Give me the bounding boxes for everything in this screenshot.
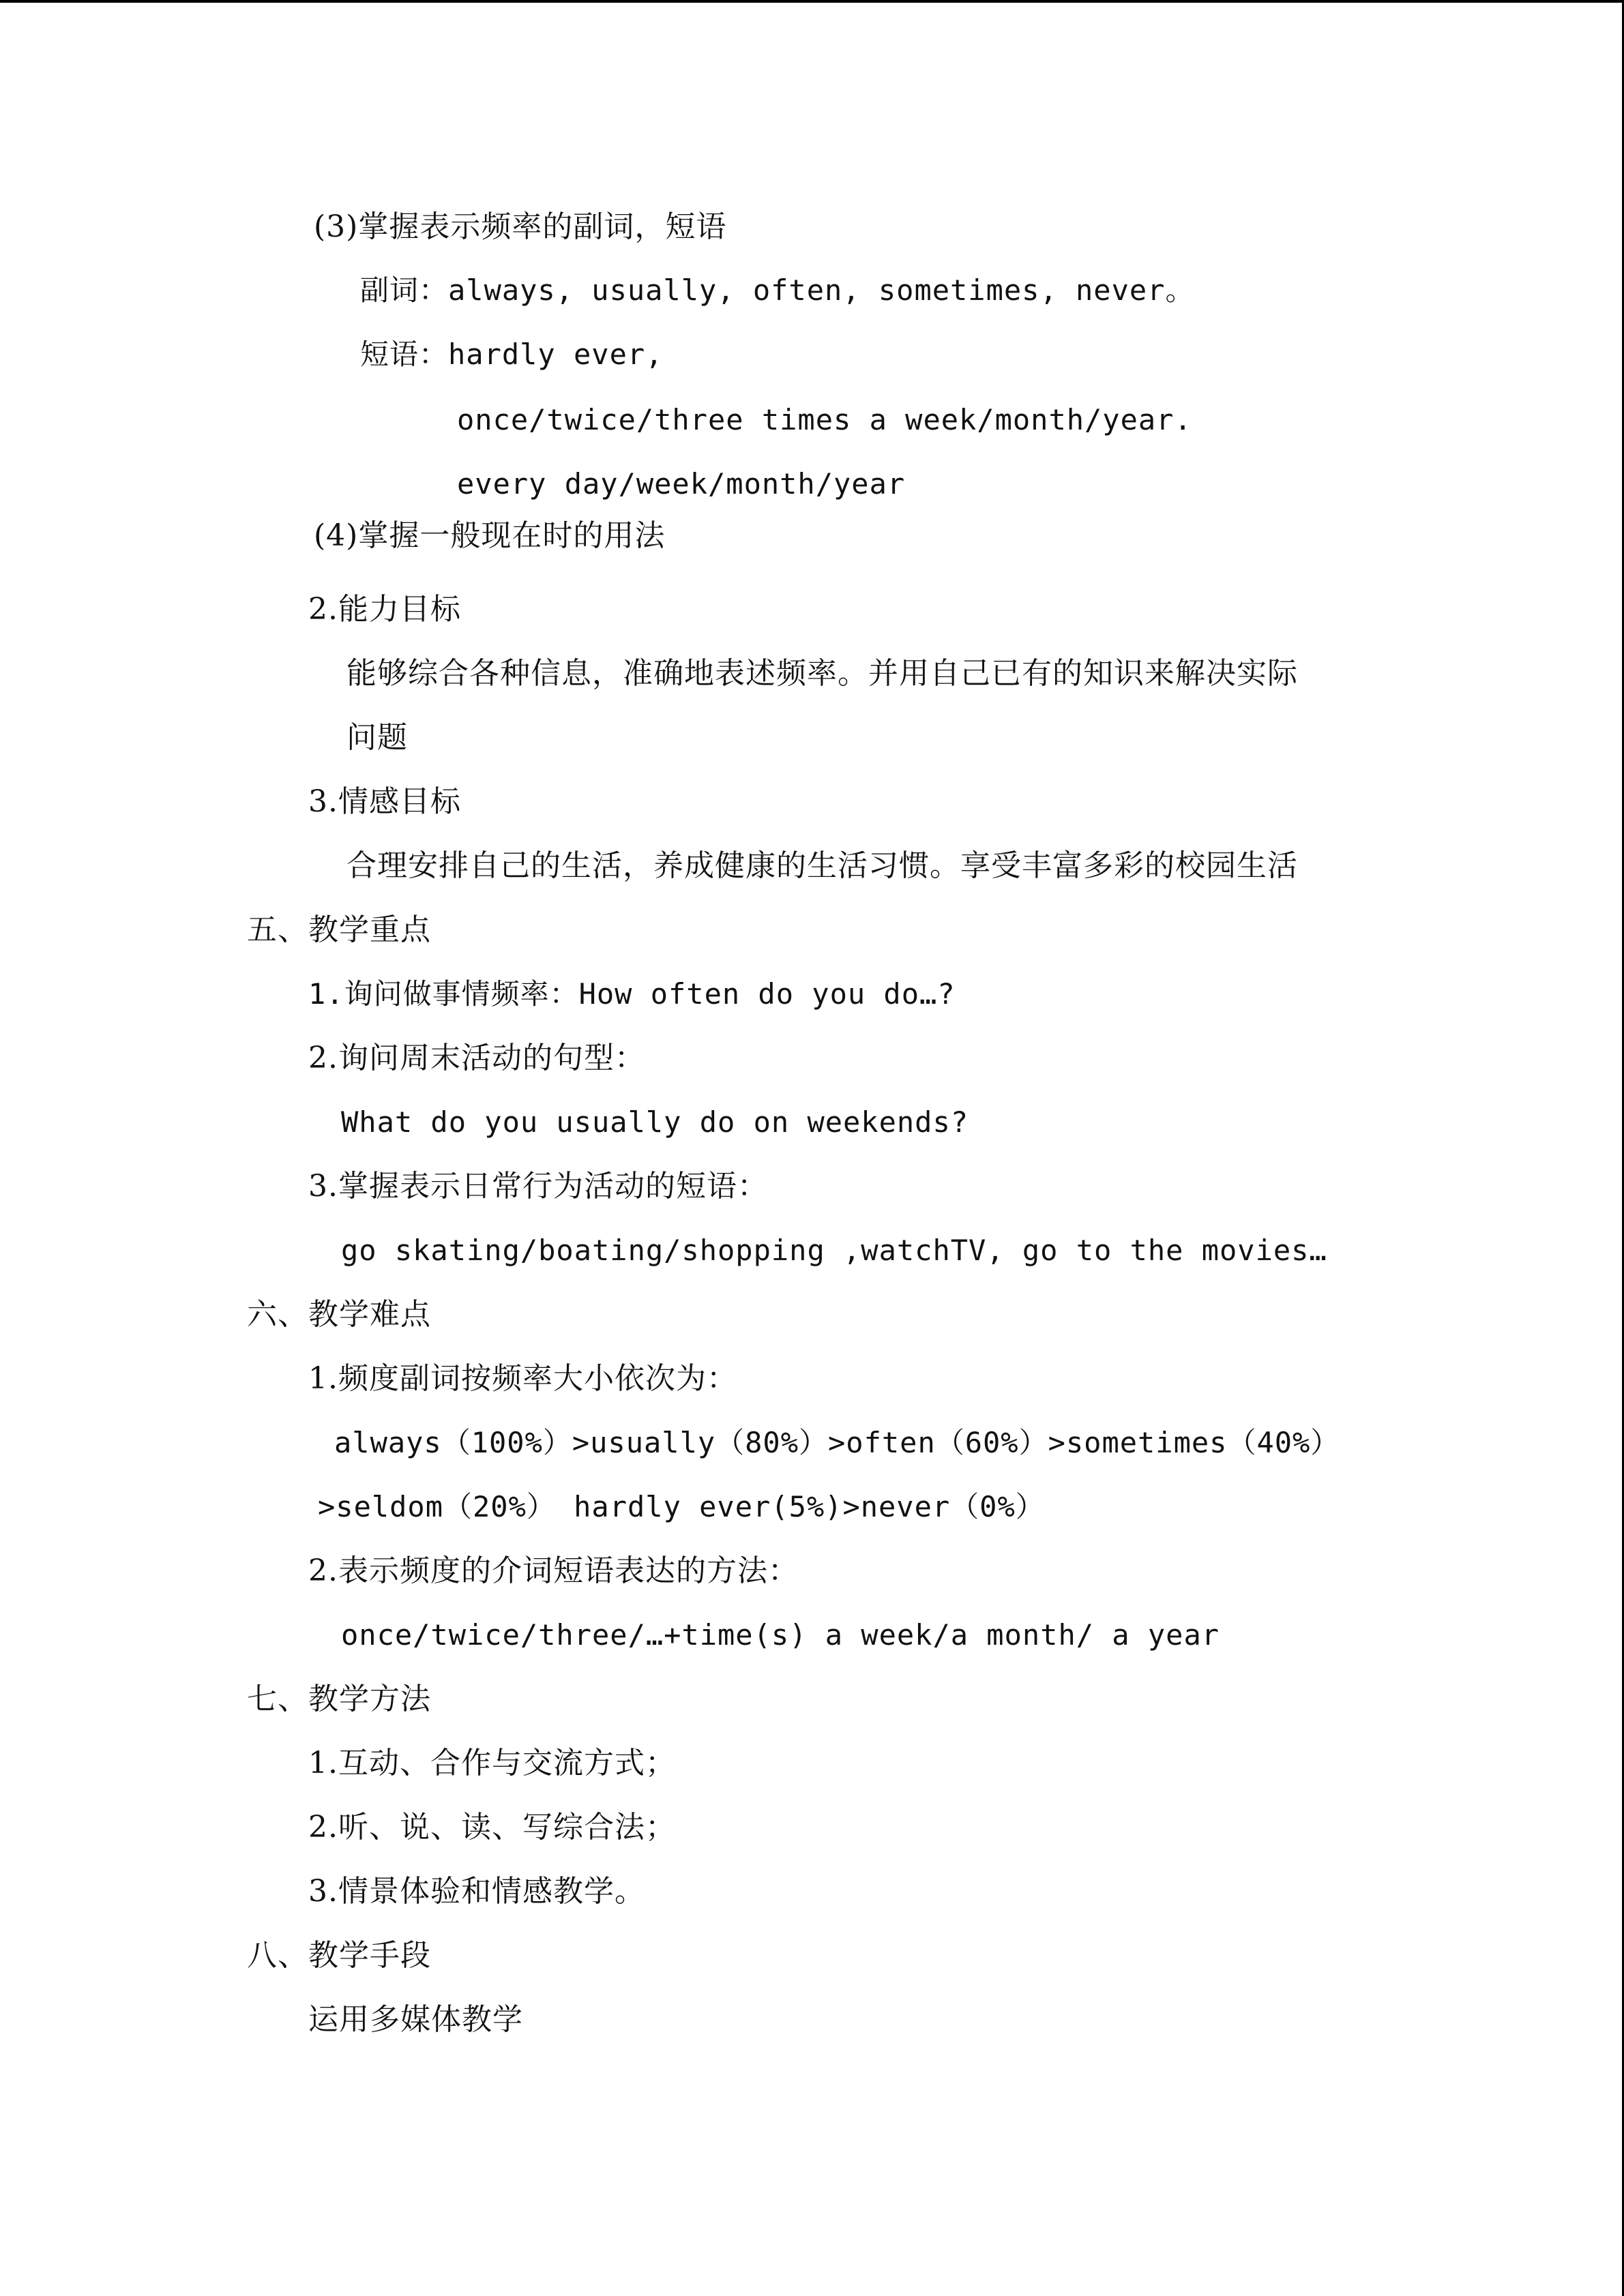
ability-heading: 2.能力目标 [308, 592, 461, 627]
difficulty-2: 2.表示频度的介词短语表达的方法： [308, 1553, 799, 1588]
ability-text-2: 问题 [346, 720, 408, 755]
methods-heading: 七、教学方法 [247, 1682, 431, 1716]
difficulties-heading: 六、教学难点 [247, 1297, 431, 1332]
difficulty-1-line-2: >seldom（20%） hardly ever(5%)>never（0%） [318, 1490, 1045, 1523]
phrases-list-2: once/twice/three times a week/month/year. [457, 403, 1192, 436]
adverbs-heading: (3)掌握表示频率的副词，短语 [314, 209, 727, 244]
means-heading: 八、教学手段 [247, 1938, 431, 1973]
present-tense: (4)掌握一般现在时的用法 [314, 518, 666, 553]
method-2: 2.听、说、读、写综合法； [308, 1810, 676, 1845]
difficulty-1: 1.频度副词按频率大小依次为： [308, 1361, 737, 1396]
adverbs-list: 副词：always, usually, often, sometimes, never。 [360, 273, 1195, 307]
top-border [0, 0, 1624, 3]
phrases-list-1: 短语：hardly ever, [360, 338, 664, 371]
emotion-text: 合理安排自己的生活，养成健康的生活习惯。享受丰富多彩的校园生活 [346, 848, 1298, 883]
key-point-1: 1.询问做事情频率：How often do you do…? [308, 977, 956, 1011]
key-points-heading: 五、教学重点 [247, 912, 431, 947]
emotion-heading: 3.情感目标 [308, 784, 461, 819]
method-1: 1.互动、合作与交流方式； [308, 1746, 676, 1780]
ability-text-1: 能够综合各种信息，准确地表述频率。并用自己已有的知识来解决实际 [346, 656, 1298, 691]
key-point-2-example: What do you usually do on weekends? [341, 1105, 969, 1139]
key-point-3: 3.掌握表示日常行为活动的短语： [308, 1169, 768, 1204]
method-3: 3.情景体验和情感教学。 [308, 1874, 645, 1909]
difficulty-2-example: once/twice/three/…+time(s) a week/a month/ a year [341, 1618, 1220, 1652]
difficulty-1-line-1: always（100%）>usually（80%）>often（60%）>sometimes（40%） [334, 1426, 1340, 1459]
phrases-list-3: every day/week/month/year [457, 467, 906, 501]
means-text: 运用多媒体教学 [308, 2002, 523, 2037]
key-point-2: 2.询问周末活动的句型： [308, 1041, 645, 1075]
key-point-3-example: go skating/boating/shopping ,watchTV, go to the movies… [341, 1234, 1327, 1267]
